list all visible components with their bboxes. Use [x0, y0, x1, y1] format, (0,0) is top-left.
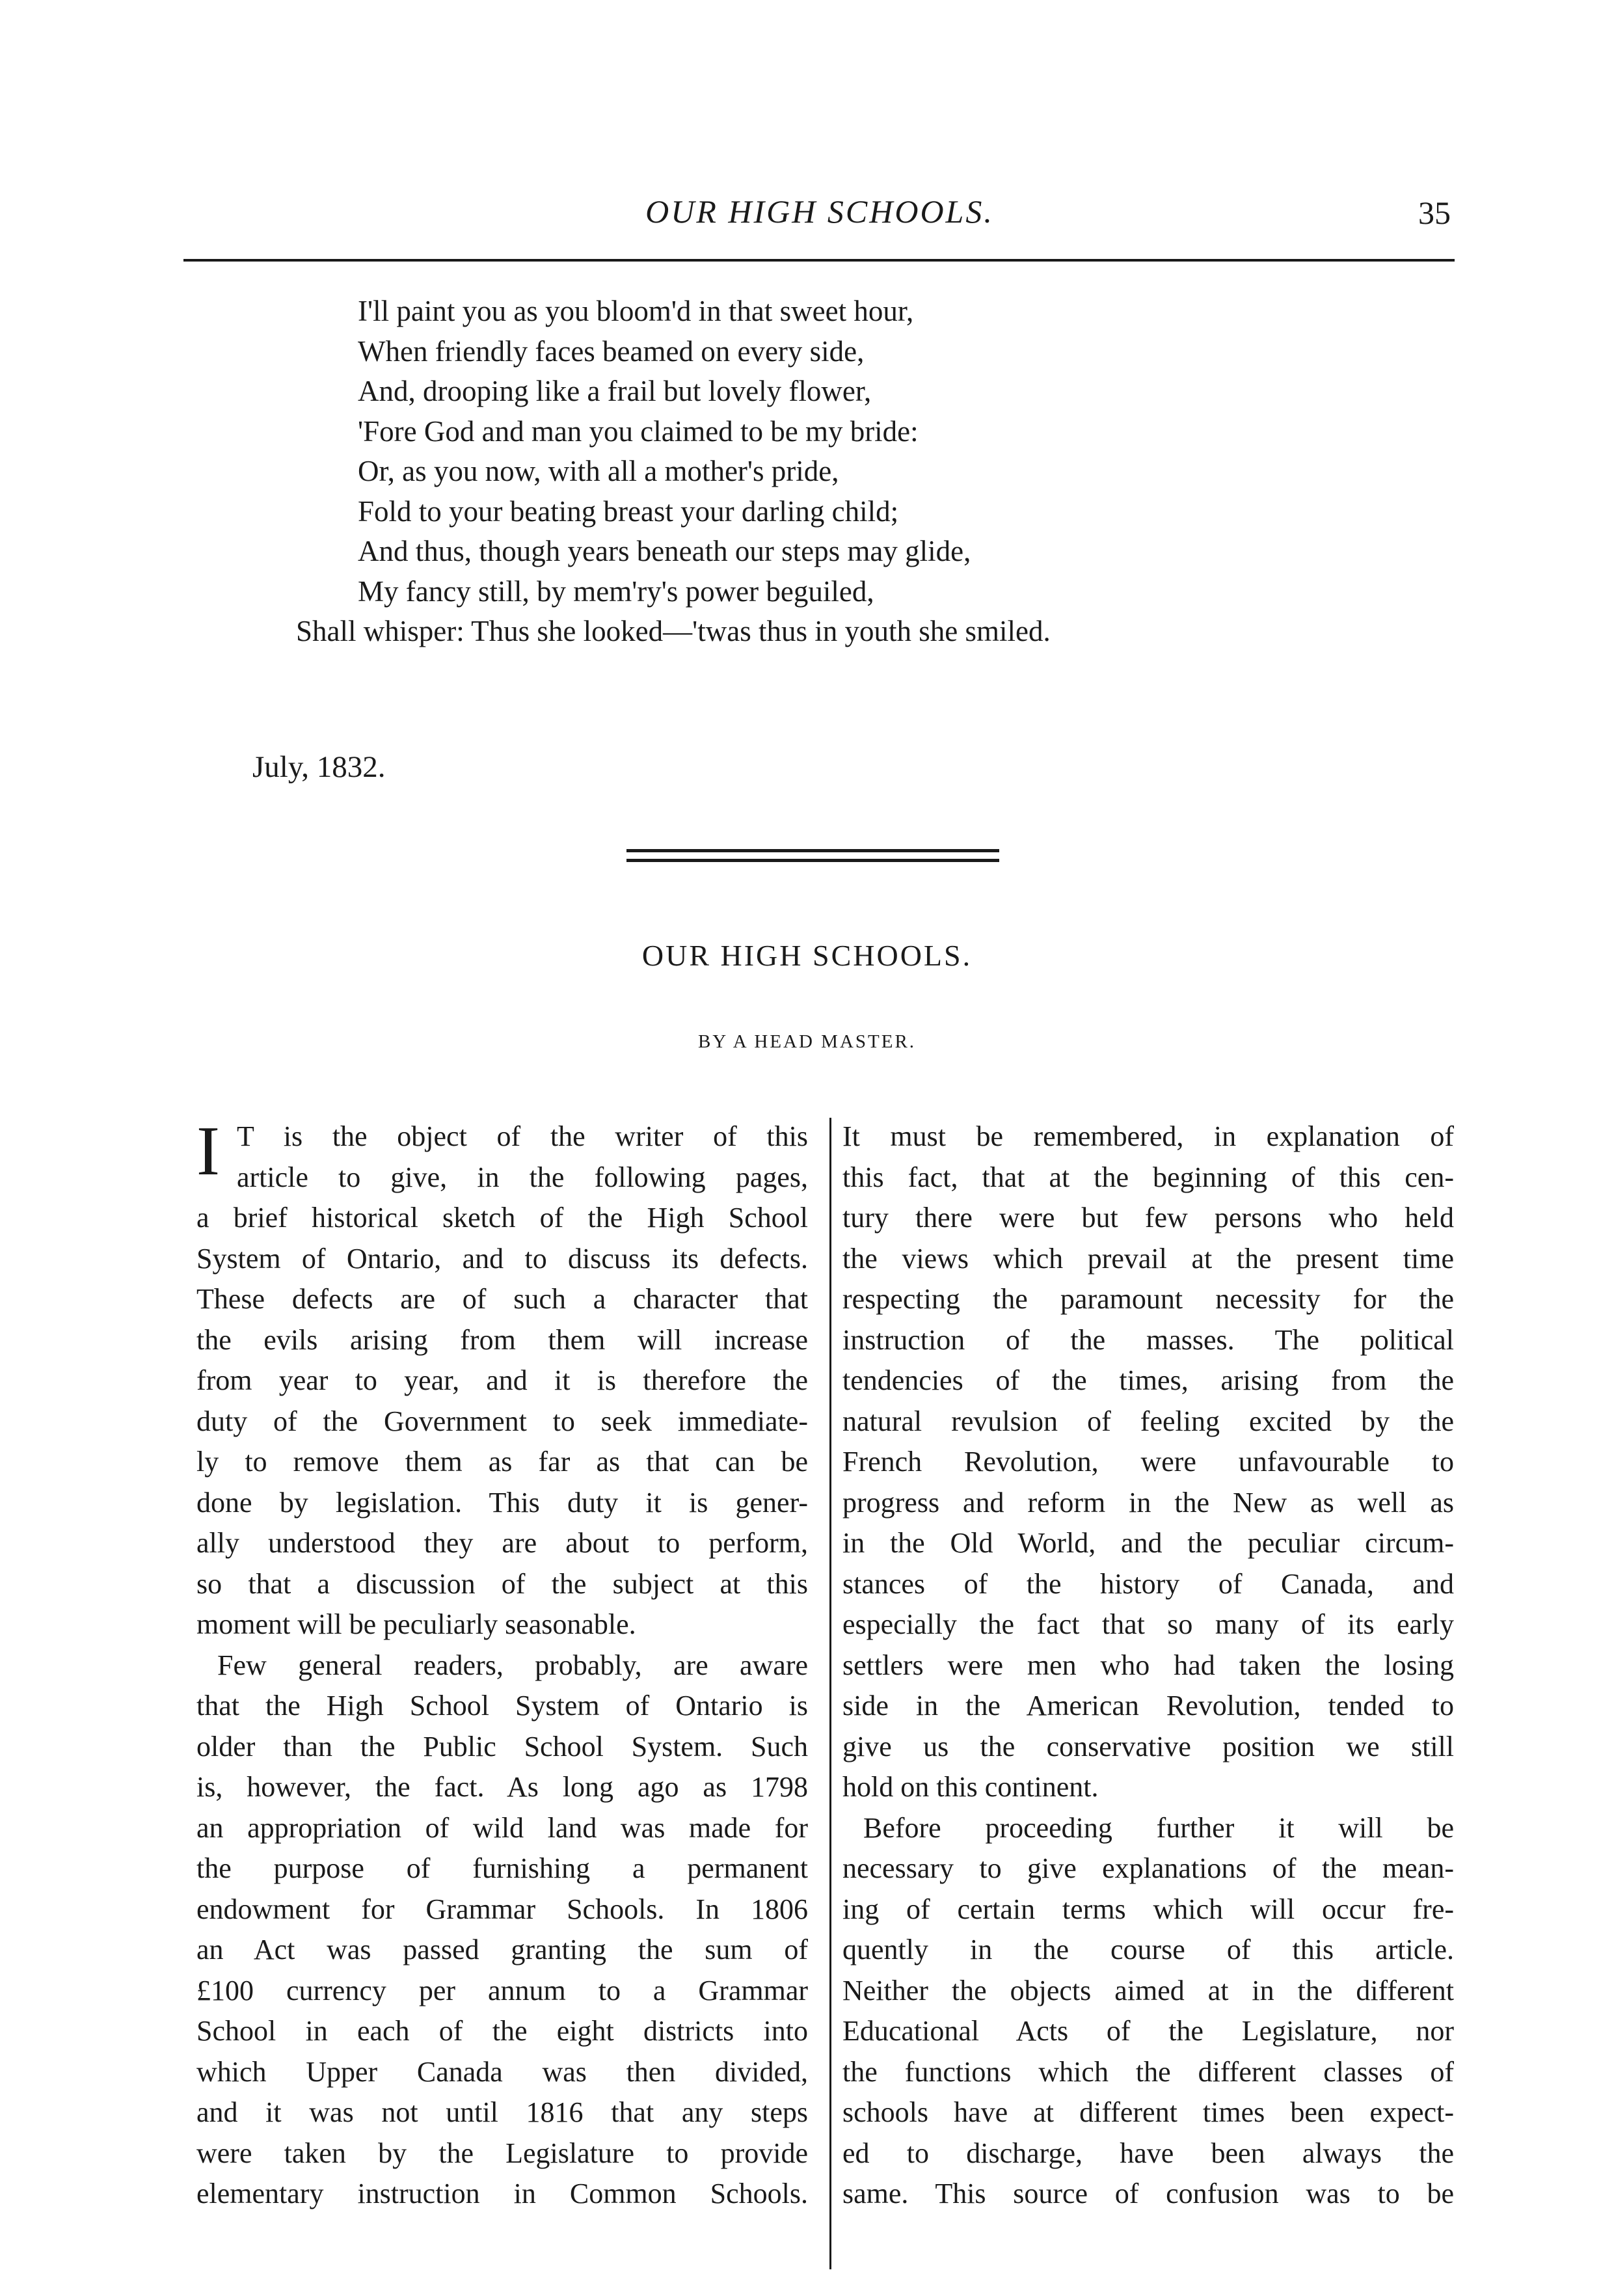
text-line: same. This source of confusion was to be	[842, 2178, 1454, 2209]
header-rule	[183, 259, 1455, 262]
right-column	[842, 1116, 1454, 2215]
text-line: that the High School System of Ontario is	[196, 1690, 808, 1722]
text-line: quently in the course of this article.	[842, 1934, 1454, 1965]
poem-line: When friendly faces beamed on every side,	[358, 334, 865, 368]
text-line: natural revulsion of feeling excited by the	[842, 1405, 1454, 1437]
text-line: System of Ontario, and to discuss its defects.	[196, 1242, 808, 1275]
text-line: ed to discharge, have been always the	[842, 2137, 1454, 2169]
text-line: stances of the history of Canada, and	[842, 1567, 1454, 1600]
text-line: and it was not until 1816 that any steps	[196, 2096, 808, 2128]
text-line: is, however, the fact. As long ago as 1798	[196, 1771, 808, 1803]
text-line: the purpose of furnishing a permanent	[196, 1852, 808, 1884]
text-line: in the Old World, and the peculiar circum-	[842, 1527, 1454, 1559]
text-line: elementary instruction in Common Schools.	[196, 2178, 808, 2209]
text-line: ly to remove them as far as that can be	[196, 1446, 808, 1478]
text-line: schools have at different times been expect-	[842, 2096, 1454, 2128]
poem-stanza	[296, 291, 1334, 652]
text-line: Neither the objects aimed at in the different	[842, 1974, 1454, 2006]
text-line: from year to year, and it is therefore the	[196, 1364, 808, 1396]
section-divider-top	[626, 849, 999, 852]
text-line: Educational Acts of the Legislature, nor	[842, 2015, 1454, 2047]
left-column	[196, 1113, 808, 2215]
text-line: French Revolution, were unfavourable to	[842, 1446, 1454, 1478]
text-line: hold on this continent.	[842, 1771, 1099, 1803]
poem-line: My fancy still, by mem'ry's power beguiled,	[358, 574, 874, 608]
text-line: article to give, in the following pages,	[237, 1161, 808, 1193]
running-title: OUR HIGH SCHOOLS.	[645, 193, 994, 230]
text-line: an appropriation of wild land was made for	[196, 1811, 808, 1844]
article-byline: BY A HEAD MASTER.	[697, 1031, 917, 1052]
text-line: T is the object of the writer of this	[237, 1120, 808, 1152]
article-title: OUR HIGH SCHOOLS.	[641, 939, 973, 972]
running-head	[182, 193, 1457, 245]
poem-date: July, 1832.	[252, 750, 386, 784]
text-line: endowment for Grammar Schools. In 1806	[196, 1893, 808, 1925]
text-line: done by legislation. This duty it is gener-	[196, 1486, 808, 1519]
text-line: Before proceeding further it will be	[863, 1811, 1454, 1844]
column-rule	[829, 1118, 831, 2269]
text-line: moment will be peculiarly seasonable.	[196, 1608, 636, 1640]
text-line: duty of the Government to seek immediate-	[196, 1405, 808, 1437]
poem-line: I'll paint you as you bloom'd in that sweet hour,	[358, 295, 914, 327]
text-line: especially the fact that so many of its early	[842, 1608, 1454, 1640]
text-line: instruction of the masses. The political	[842, 1323, 1454, 1356]
text-line: were taken by the Legislature to provide	[196, 2137, 808, 2169]
text-line: so that a discussion of the subject at this	[196, 1567, 808, 1600]
poem-line: 'Fore God and man you claimed to be my bride:	[358, 414, 919, 448]
text-line: side in the American Revolution, tended to	[842, 1690, 1454, 1722]
text-line: These defects are of such a character that	[196, 1283, 808, 1315]
text-line: the views which prevail at the present time	[842, 1242, 1454, 1275]
section-divider-bottom	[626, 859, 999, 862]
text-line: respecting the paramount necessity for the	[842, 1283, 1454, 1315]
text-line: an Act was passed granting the sum of	[196, 1934, 808, 1965]
text-line: ally understood they are about to perform,	[196, 1527, 808, 1559]
poem-line: Or, as you now, with all a mother's pride,	[358, 455, 839, 487]
text-line: settlers were men who had taken the losing	[842, 1649, 1454, 1681]
page-number: 35	[1418, 195, 1451, 231]
poem-line: Fold to your beating breast your darling child;	[358, 494, 899, 528]
text-line: give us the conservative position we still	[842, 1730, 1454, 1763]
text-line: the functions which the different classes of	[842, 2055, 1454, 2088]
text-line: a brief historical sketch of the High School	[196, 1202, 808, 1234]
text-line: ing of certain terms which will occur fre-	[842, 1893, 1454, 1925]
text-line: Few general readers, probably, are aware	[217, 1649, 808, 1681]
text-line: School in each of the eight districts into	[196, 2015, 808, 2047]
text-line: £100 currency per annum to a Grammar	[196, 1974, 808, 2006]
poem-line: Shall whisper: Thus she looked—'twas thus in youth she smiled.	[296, 615, 1051, 647]
text-line: older than the Public School System. Such	[196, 1730, 808, 1763]
text-line: the evils arising from them will increase	[196, 1323, 808, 1356]
text-line: this fact, that at the beginning of this cen-	[842, 1161, 1454, 1193]
text-line: tury there were but few persons who held	[842, 1202, 1454, 1234]
poem-line: And, drooping like a frail but lovely flower,	[358, 375, 872, 407]
drop-cap: I	[196, 1113, 220, 1190]
poem-line: And thus, though years beneath our steps may glide,	[358, 535, 971, 567]
text-line: progress and reform in the New as well as	[842, 1486, 1454, 1519]
text-line: It must be remembered, in explanation of	[842, 1120, 1454, 1152]
text-line: which Upper Canada was then divided,	[196, 2055, 808, 2088]
text-line: tendencies of the times, arising from the	[842, 1364, 1454, 1396]
text-line: necessary to give explanations of the mean-	[842, 1852, 1454, 1884]
